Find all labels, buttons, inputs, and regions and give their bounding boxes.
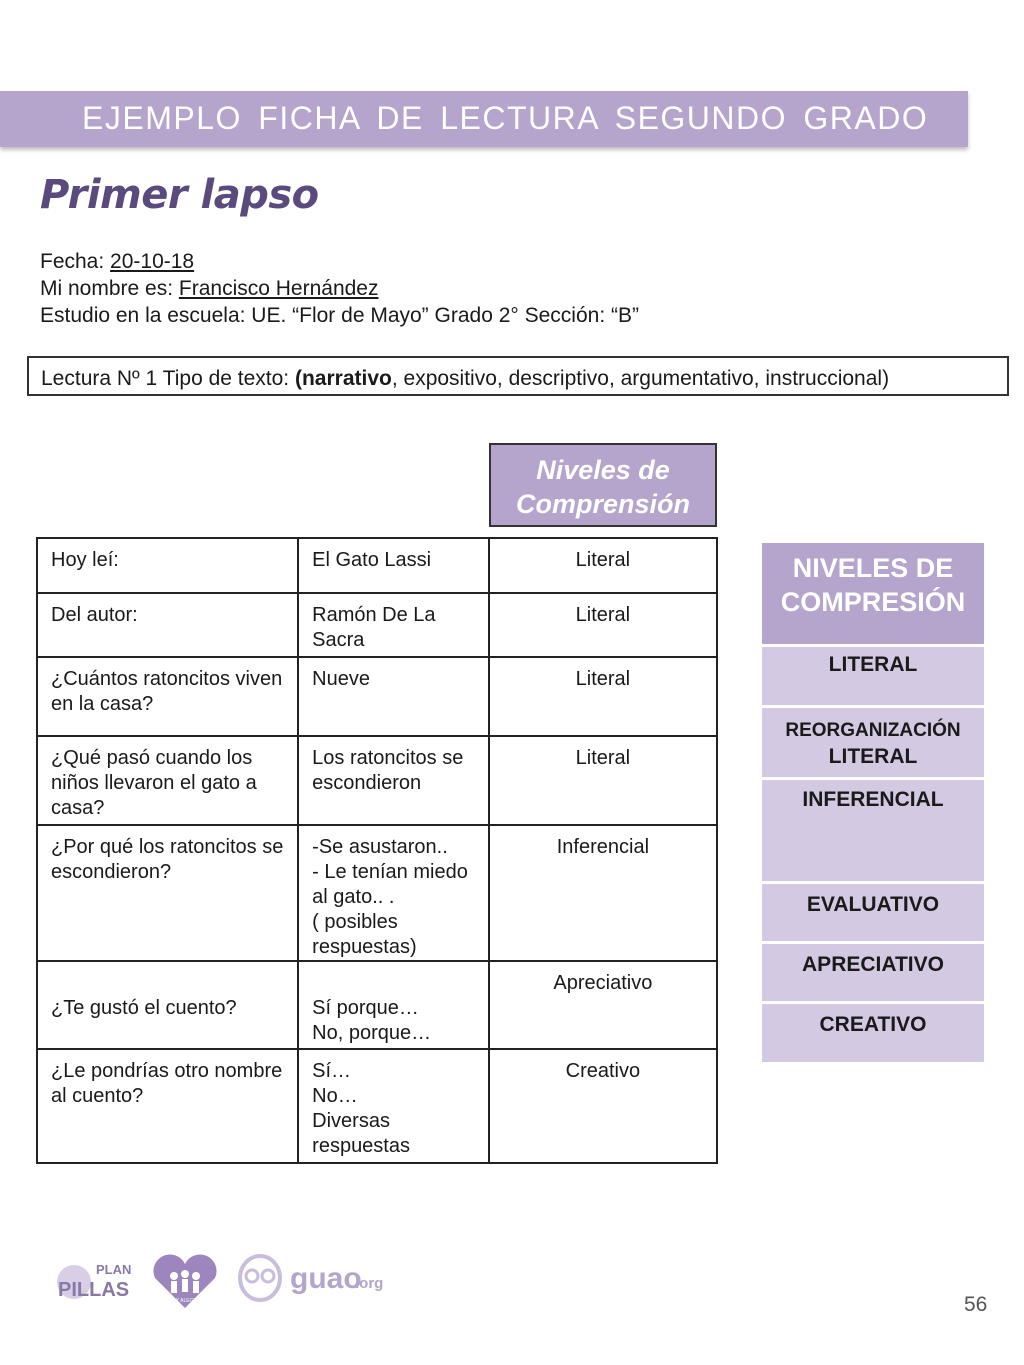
answer-cell: Ramón De La Sacra	[298, 593, 489, 657]
question-cell: ¿Cuántos ratoncitos viven en la casa?	[37, 657, 298, 736]
level-inferencial: INFERENCIAL	[762, 780, 984, 884]
plan-pillas-logo	[57, 1262, 131, 1301]
lectura-box	[27, 356, 1009, 396]
level-apreciativo: APRECIATIVO	[762, 944, 984, 1004]
escuela-line: Estudio en la escuela: UE. “Flor de Mayo” Grado 2° Sección: “B”	[40, 304, 639, 327]
level-cell: Literal	[489, 657, 717, 736]
answer-cell: El Gato Lassi	[298, 538, 489, 593]
level-reorganizacion	[762, 708, 984, 780]
question-cell: ¿Te gustó el cuento?	[37, 961, 298, 1049]
level-evaluativo: EVALUATIVO	[762, 884, 984, 944]
answer-cell: Sí porque… No, porque…	[298, 961, 489, 1049]
table-row	[37, 825, 717, 961]
page-title: EJEMPLO FICHA DE LECTURA SEGUNDO GRADO	[82, 100, 929, 136]
logo-org-text: .org	[355, 1275, 384, 1292]
fecha-line	[40, 250, 194, 274]
level-cell: Literal	[489, 538, 717, 593]
question-cell: Del autor:	[37, 593, 298, 657]
nombre-value: Francisco Hernández	[178, 277, 379, 300]
table-row	[37, 961, 717, 1049]
level-cell: Creativo	[489, 1049, 717, 1163]
logo-plan-text: PLAN	[96, 1262, 132, 1277]
level-cell: Literal	[489, 736, 717, 825]
level-reorganizacion-line2: LITERAL	[828, 745, 918, 768]
lectura-rest: , expositivo, descriptivo, argumentativo, instruccional)	[391, 367, 890, 390]
logo-fe-text: FE Y ALEGRIA	[168, 1298, 202, 1304]
question-cell: ¿Por qué los ratoncitos se escondieron?	[37, 825, 298, 961]
logo-pillas-text: PILLAS	[58, 1279, 130, 1301]
level-literal: LITERAL	[762, 647, 984, 708]
answer-cell: -Se asustaron.. - Le tenían miedo al gato.. . ( posibles respuestas)	[298, 825, 489, 961]
question-cell: ¿Qué pasó cuando los niños llevaron el gato a casa?	[37, 736, 298, 825]
fe-y-alegria-logo	[153, 1254, 216, 1308]
footer-logos	[52, 1252, 412, 1323]
level-cell: Inferencial	[489, 825, 717, 961]
table-row	[37, 593, 717, 657]
table-row	[37, 736, 717, 825]
nombre-label: Mi nombre es:	[40, 277, 179, 300]
reading-table	[36, 537, 718, 1164]
table-row	[37, 1049, 717, 1163]
level-creativo: CREATIVO	[762, 1004, 984, 1062]
answer-cell: Sí… No… Diversas respuestas	[298, 1049, 489, 1163]
fecha-value: 20-10-18	[110, 250, 195, 273]
table-row	[37, 657, 717, 736]
question-cell: ¿Le pondrías otro nombre al cuento?	[37, 1049, 298, 1163]
answer-cell: Nueve	[298, 657, 489, 736]
table-row	[37, 538, 717, 593]
question-cell: Hoy leí:	[37, 538, 298, 593]
fecha-label: Fecha:	[40, 250, 111, 273]
logos-svg	[52, 1252, 412, 1318]
level-cell: Apreciativo	[489, 961, 717, 1049]
level-reorganizacion-line1: REORGANIZACIÓN	[785, 720, 961, 741]
levels-panel	[762, 543, 984, 1062]
nombre-line	[40, 277, 378, 301]
answer-cell: Los ratoncitos se escondieron	[298, 736, 489, 825]
logo-guao-text: guao	[290, 1262, 362, 1295]
lectura-prefix: Lectura Nº 1 Tipo de texto:	[41, 367, 295, 390]
subtitle: Primer lapso	[40, 172, 319, 218]
levels-panel-title: NIVELES DE COMPRESIÓN	[762, 543, 984, 647]
page-number: 56	[964, 1293, 988, 1316]
lectura-bold: (narrativo	[294, 367, 392, 390]
level-cell: Literal	[489, 593, 717, 657]
guao-logo	[240, 1256, 383, 1300]
niveles-header: Niveles de Comprensión	[489, 443, 717, 527]
